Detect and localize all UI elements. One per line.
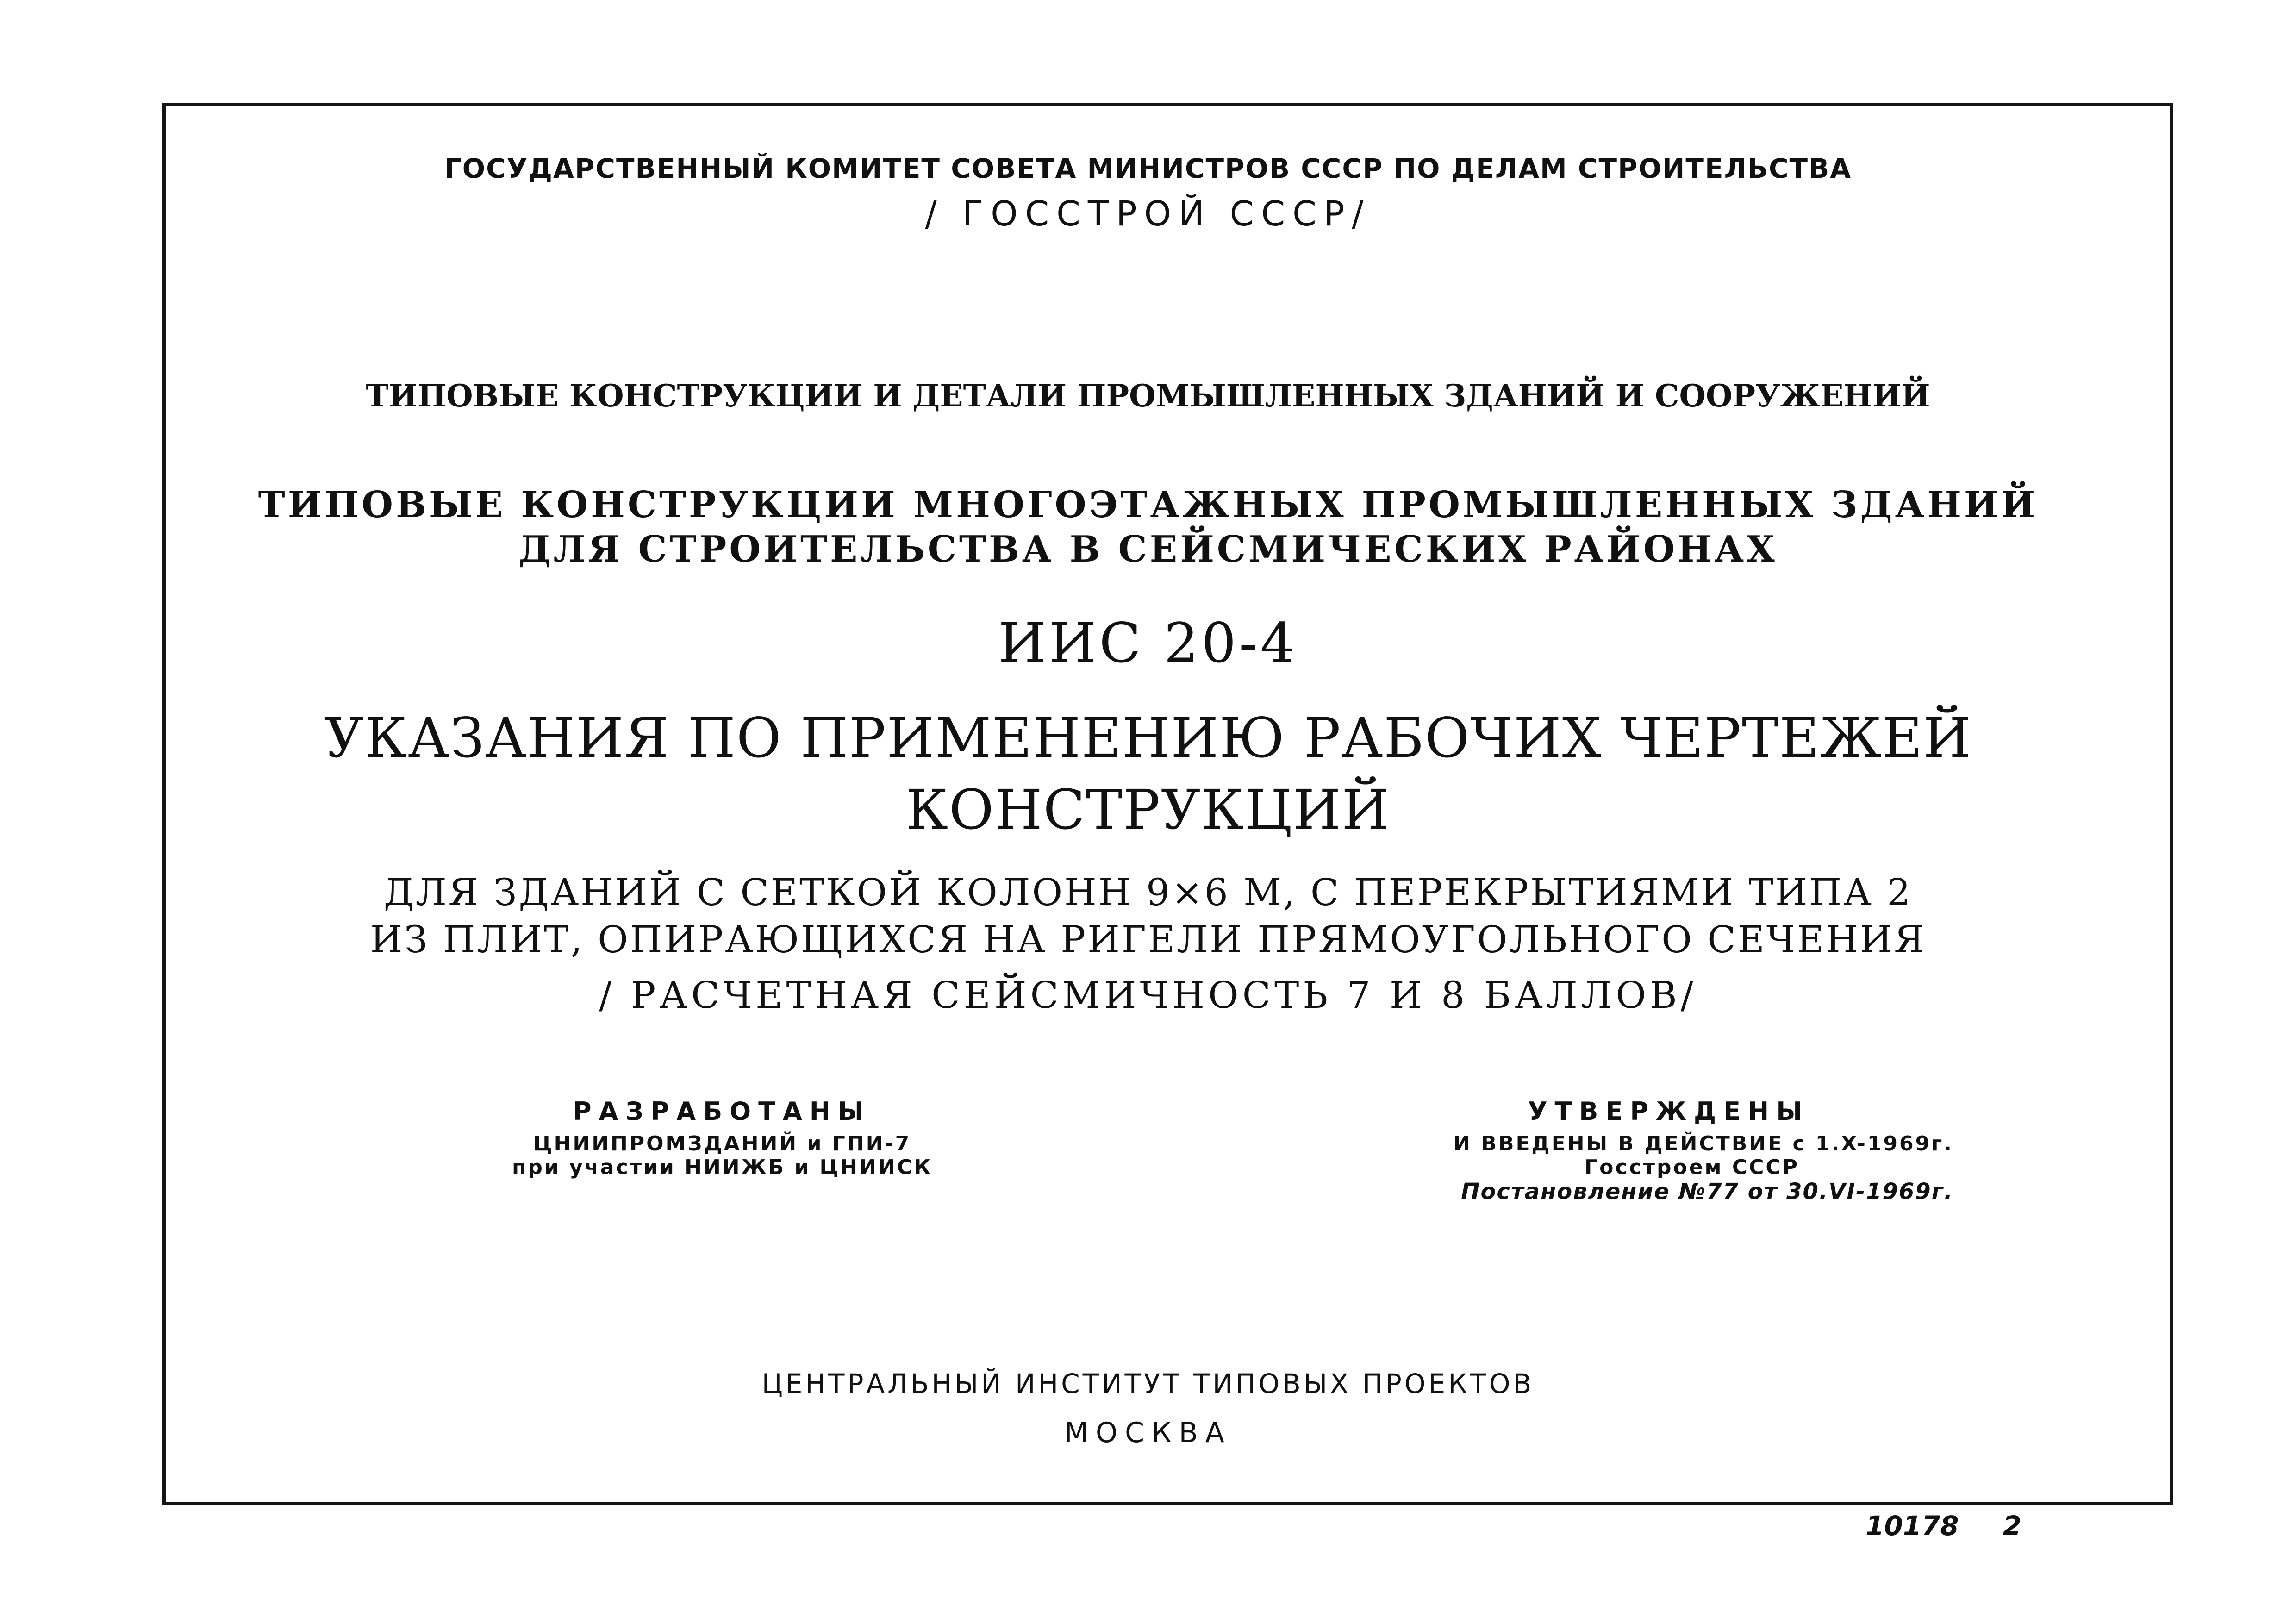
series-line-1: ТИПОВЫЕ КОНСТРУКЦИИ И ДЕТАЛИ ПРОМЫШЛЕННЫХ ЗДАНИЙ И СООРУЖЕНИЙ [366, 378, 1930, 414]
series-line-3: ДЛЯ СТРОИТЕЛЬСТВА В СЕЙСМИЧЕСКИХ РАЙОНАХ [518, 528, 1778, 570]
series-line-2: ТИПОВЫЕ КОНСТРУКЦИИ МНОГОЭТАЖНЫХ ПРОМЫШЛЕННЫХ ЗДАНИЙ [258, 484, 2038, 526]
developed-line-1: ЦНИИПРОМЗДАНИЙ и ГПИ-7 [533, 1132, 911, 1156]
document-title-line-2: КОНСТРУКЦИЙ [905, 778, 1391, 842]
approved-line-2: Госстроем СССР [1585, 1155, 1799, 1179]
stamp-sheet: 2 [2003, 1510, 2022, 1542]
approved-block [1356, 1097, 1953, 1205]
approved-line-3: Постановление №77 от 30.VI-1969г. [1461, 1179, 1953, 1205]
developed-line-2: при участии НИИЖБ и ЦНИИСК [512, 1155, 933, 1179]
gosstroy-label: / ГОССТРОЙ СССР/ [925, 194, 1371, 234]
subtitle-line-3: / РАСЧЕТНАЯ СЕЙСМИЧНОСТЬ 7 И 8 БАЛЛОВ/ [599, 974, 1697, 1017]
stamp-number: 10178 [1866, 1510, 1959, 1542]
committee-name: ГОСУДАРСТВЕННЫЙ КОМИТЕТ СОВЕТА МИНИСТРОВ СССР ПО ДЕЛАМ СТРОИТЕЛЬСТВА [444, 153, 1852, 184]
subtitle-line-2: ИЗ ПЛИТ, ОПИРАЮЩИХСЯ НА РИГЕЛИ ПРЯМОУГОЛЬНОГО СЕЧЕНИЯ [370, 918, 1926, 961]
approved-heading: УТВЕРЖДЕНЫ [1528, 1097, 1810, 1126]
drawing-stamp [1866, 1510, 2021, 1542]
document-title-line-1: УКАЗАНИЯ ПО ПРИМЕНЕНИЮ РАБОЧИХ ЧЕРТЕЖЕЙ [324, 706, 1972, 770]
developed-heading: РАЗРАБОТАНЫ [573, 1097, 871, 1126]
subtitle-line-1: ДЛЯ ЗДАНИЙ С СЕТКОЙ КОЛОНН 9×6 М, С ПЕРЕКРЫТИЯМИ ТИПА 2 [383, 871, 1913, 914]
developed-by-block [481, 1097, 963, 1179]
document-code: ИИС 20-4 [998, 611, 1298, 675]
institute-name: ЦЕНТРАЛЬНЫЙ ИНСТИТУТ ТИПОВЫХ ПРОЕКТОВ [761, 1368, 1535, 1399]
approved-line-1: И ВВЕДЕНЫ В ДЕЙСТВИЕ с 1.X-1969г. [1453, 1132, 1953, 1156]
institute-city: МОСКВА [1064, 1417, 1232, 1449]
